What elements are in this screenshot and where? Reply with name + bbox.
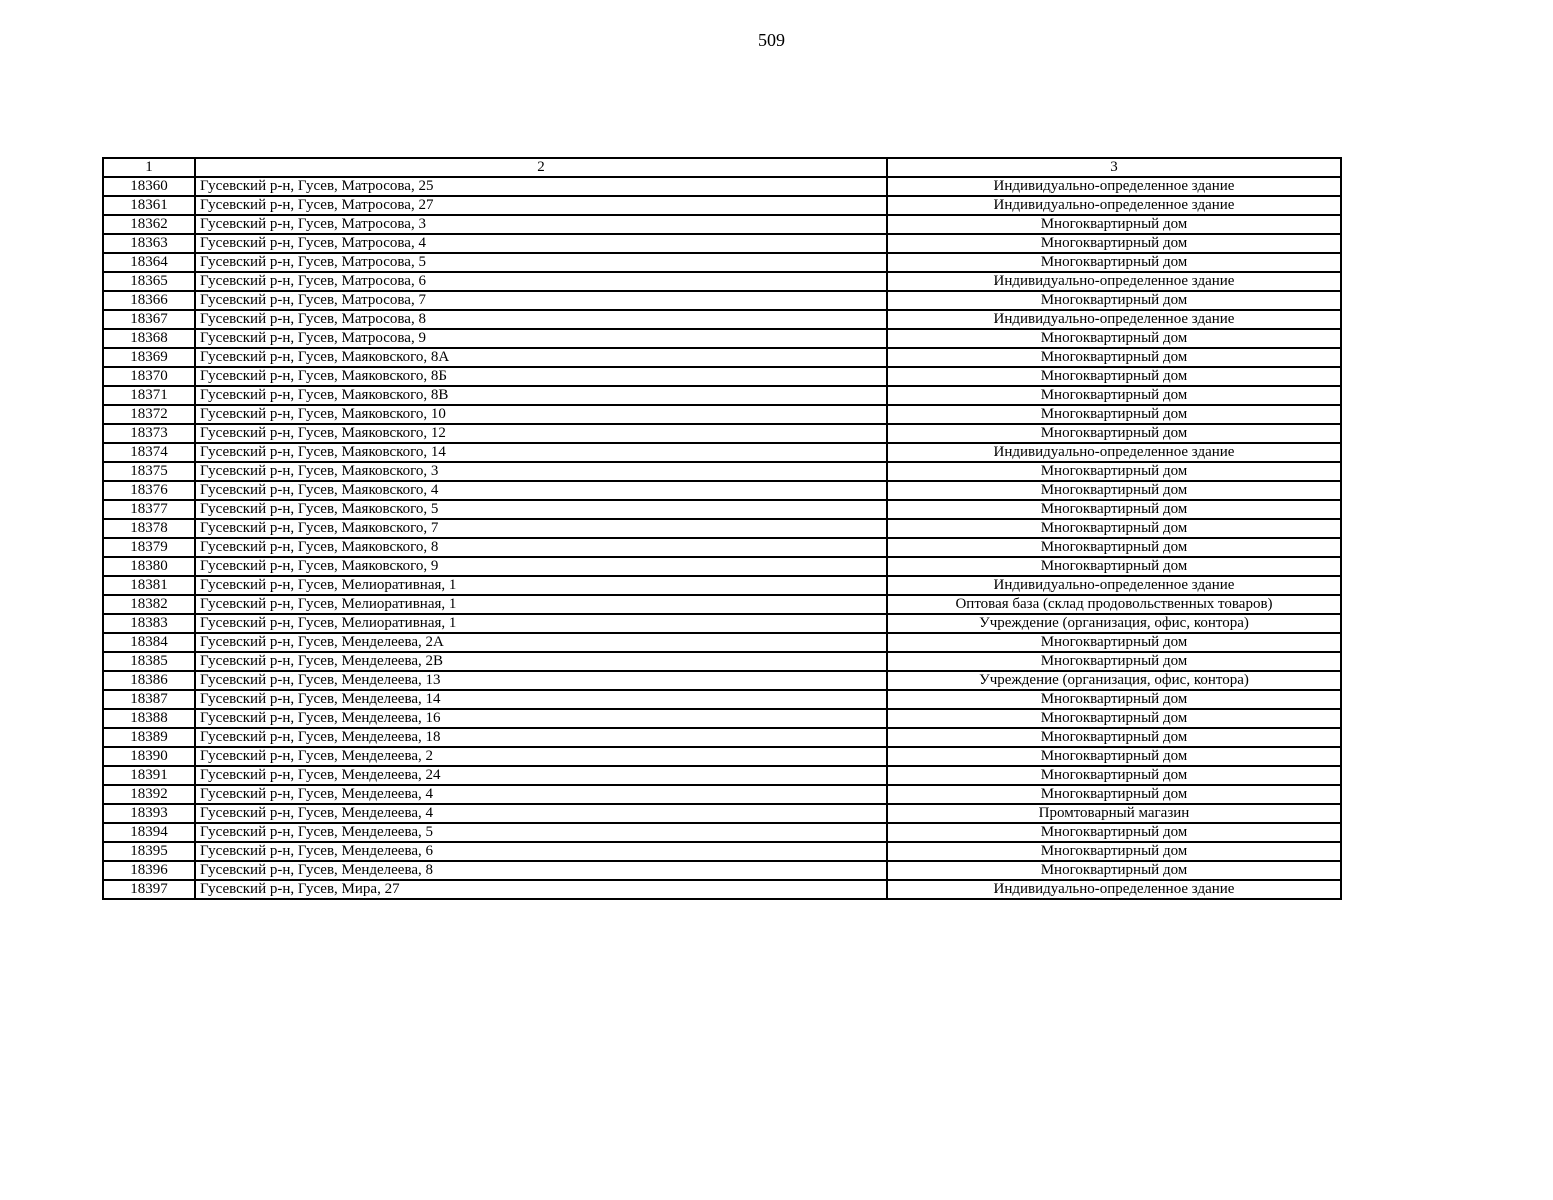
row-object-type: Многоквартирный дом	[887, 253, 1341, 272]
column-header-type: 3	[887, 158, 1341, 177]
row-number: 18377	[103, 500, 195, 519]
row-object-type: Многоквартирный дом	[887, 481, 1341, 500]
table-row	[103, 652, 1341, 671]
row-number: 18361	[103, 196, 195, 215]
row-address: Гусевский р-н, Гусев, Маяковского, 8В	[195, 386, 887, 405]
row-number: 18365	[103, 272, 195, 291]
row-number: 18381	[103, 576, 195, 595]
table-row	[103, 500, 1341, 519]
page-number: 509	[758, 30, 785, 50]
table-row	[103, 253, 1341, 272]
row-number: 18378	[103, 519, 195, 538]
table-row	[103, 386, 1341, 405]
row-address: Гусевский р-н, Гусев, Матросова, 5	[195, 253, 887, 272]
row-object-type: Многоквартирный дом	[887, 519, 1341, 538]
row-number: 18382	[103, 595, 195, 614]
row-number: 18368	[103, 329, 195, 348]
row-address: Гусевский р-н, Гусев, Менделеева, 2	[195, 747, 887, 766]
table-header-row	[103, 158, 1341, 177]
row-object-type: Многоквартирный дом	[887, 690, 1341, 709]
row-object-type: Многоквартирный дом	[887, 652, 1341, 671]
row-object-type: Промтоварный магазин	[887, 804, 1341, 823]
row-number: 18389	[103, 728, 195, 747]
row-address: Гусевский р-н, Гусев, Маяковского, 12	[195, 424, 887, 443]
table-row	[103, 481, 1341, 500]
row-number: 18384	[103, 633, 195, 652]
table-row	[103, 823, 1341, 842]
table-row	[103, 310, 1341, 329]
table-row	[103, 462, 1341, 481]
row-object-type: Индивидуально-определенное здание	[887, 177, 1341, 196]
row-address: Гусевский р-н, Гусев, Маяковского, 14	[195, 443, 887, 462]
row-address: Гусевский р-н, Гусев, Маяковского, 8А	[195, 348, 887, 367]
row-number: 18370	[103, 367, 195, 386]
table-body	[103, 158, 1341, 899]
row-object-type: Индивидуально-определенное здание	[887, 310, 1341, 329]
row-address: Гусевский р-н, Гусев, Менделеева, 5	[195, 823, 887, 842]
row-object-type: Многоквартирный дом	[887, 500, 1341, 519]
row-object-type: Индивидуально-определенное здание	[887, 576, 1341, 595]
row-object-type: Многоквартирный дом	[887, 747, 1341, 766]
row-address: Гусевский р-н, Гусев, Менделеева, 4	[195, 804, 887, 823]
table-row	[103, 367, 1341, 386]
row-number: 18372	[103, 405, 195, 424]
table-row	[103, 234, 1341, 253]
row-number: 18363	[103, 234, 195, 253]
row-object-type: Индивидуально-определенное здание	[887, 880, 1341, 899]
row-address: Гусевский р-н, Гусев, Менделеева, 2В	[195, 652, 887, 671]
row-number: 18360	[103, 177, 195, 196]
row-number: 18393	[103, 804, 195, 823]
row-object-type: Многоквартирный дом	[887, 348, 1341, 367]
table-row	[103, 557, 1341, 576]
row-number: 18391	[103, 766, 195, 785]
row-address: Гусевский р-н, Гусев, Матросова, 8	[195, 310, 887, 329]
table-row	[103, 709, 1341, 728]
table-row	[103, 348, 1341, 367]
table-row	[103, 880, 1341, 899]
row-object-type: Оптовая база (склад продовольственных товаров)	[887, 595, 1341, 614]
row-address: Гусевский р-н, Гусев, Менделеева, 16	[195, 709, 887, 728]
row-object-type: Учреждение (организация, офис, контора)	[887, 671, 1341, 690]
row-object-type: Многоквартирный дом	[887, 861, 1341, 880]
row-object-type: Многоквартирный дом	[887, 367, 1341, 386]
table-row	[103, 766, 1341, 785]
row-address: Гусевский р-н, Гусев, Менделеева, 13	[195, 671, 887, 690]
row-address: Гусевский р-н, Гусев, Мира, 27	[195, 880, 887, 899]
row-number: 18369	[103, 348, 195, 367]
row-number: 18385	[103, 652, 195, 671]
row-object-type: Индивидуально-определенное здание	[887, 443, 1341, 462]
registry-table	[102, 157, 1342, 900]
row-number: 18395	[103, 842, 195, 861]
row-object-type: Многоквартирный дом	[887, 557, 1341, 576]
row-address: Гусевский р-н, Гусев, Мелиоративная, 1	[195, 595, 887, 614]
row-address: Гусевский р-н, Гусев, Маяковского, 9	[195, 557, 887, 576]
row-address: Гусевский р-н, Гусев, Менделеева, 24	[195, 766, 887, 785]
table-row	[103, 576, 1341, 595]
row-number: 18374	[103, 443, 195, 462]
row-number: 18362	[103, 215, 195, 234]
row-object-type: Многоквартирный дом	[887, 386, 1341, 405]
table-row	[103, 177, 1341, 196]
row-number: 18380	[103, 557, 195, 576]
row-address: Гусевский р-н, Гусев, Менделеева, 4	[195, 785, 887, 804]
row-address: Гусевский р-н, Гусев, Мелиоративная, 1	[195, 576, 887, 595]
row-address: Гусевский р-н, Гусев, Менделеева, 18	[195, 728, 887, 747]
table-row	[103, 804, 1341, 823]
row-number: 18376	[103, 481, 195, 500]
row-address: Гусевский р-н, Гусев, Матросова, 9	[195, 329, 887, 348]
row-object-type: Многоквартирный дом	[887, 405, 1341, 424]
row-object-type: Многоквартирный дом	[887, 291, 1341, 310]
row-number: 18383	[103, 614, 195, 633]
row-address: Гусевский р-н, Гусев, Менделеева, 8	[195, 861, 887, 880]
row-object-type: Индивидуально-определенное здание	[887, 272, 1341, 291]
row-number: 18397	[103, 880, 195, 899]
row-object-type: Многоквартирный дом	[887, 462, 1341, 481]
row-object-type: Многоквартирный дом	[887, 234, 1341, 253]
row-object-type: Многоквартирный дом	[887, 424, 1341, 443]
row-object-type: Многоквартирный дом	[887, 766, 1341, 785]
row-number: 18388	[103, 709, 195, 728]
table-row	[103, 519, 1341, 538]
row-address: Гусевский р-н, Гусев, Менделеева, 6	[195, 842, 887, 861]
table-row	[103, 728, 1341, 747]
row-number: 18386	[103, 671, 195, 690]
table-row	[103, 861, 1341, 880]
column-header-address: 2	[195, 158, 887, 177]
table-row	[103, 291, 1341, 310]
table-row	[103, 595, 1341, 614]
table-row	[103, 671, 1341, 690]
table-row	[103, 329, 1341, 348]
table-row	[103, 614, 1341, 633]
row-object-type: Учреждение (организация, офис, контора)	[887, 614, 1341, 633]
row-number: 18396	[103, 861, 195, 880]
row-number: 18390	[103, 747, 195, 766]
row-number: 18367	[103, 310, 195, 329]
row-address: Гусевский р-н, Гусев, Маяковского, 8Б	[195, 367, 887, 386]
row-object-type: Многоквартирный дом	[887, 823, 1341, 842]
row-address: Гусевский р-н, Гусев, Матросова, 27	[195, 196, 887, 215]
row-number: 18366	[103, 291, 195, 310]
row-object-type: Многоквартирный дом	[887, 728, 1341, 747]
row-number: 18375	[103, 462, 195, 481]
row-object-type: Индивидуально-определенное здание	[887, 196, 1341, 215]
row-number: 18371	[103, 386, 195, 405]
row-number: 18379	[103, 538, 195, 557]
row-address: Гусевский р-н, Гусев, Мелиоративная, 1	[195, 614, 887, 633]
row-address: Гусевский р-н, Гусев, Маяковского, 4	[195, 481, 887, 500]
table-row	[103, 633, 1341, 652]
row-object-type: Многоквартирный дом	[887, 329, 1341, 348]
table-row	[103, 538, 1341, 557]
row-address: Гусевский р-н, Гусев, Матросова, 3	[195, 215, 887, 234]
row-address: Гусевский р-н, Гусев, Маяковского, 5	[195, 500, 887, 519]
row-address: Гусевский р-н, Гусев, Маяковского, 3	[195, 462, 887, 481]
table-row	[103, 690, 1341, 709]
row-number: 18373	[103, 424, 195, 443]
row-object-type: Многоквартирный дом	[887, 709, 1341, 728]
table-row	[103, 215, 1341, 234]
row-object-type: Многоквартирный дом	[887, 842, 1341, 861]
row-address: Гусевский р-н, Гусев, Маяковского, 8	[195, 538, 887, 557]
row-address: Гусевский р-н, Гусев, Маяковского, 10	[195, 405, 887, 424]
row-address: Гусевский р-н, Гусев, Менделеева, 2А	[195, 633, 887, 652]
table-row	[103, 785, 1341, 804]
row-address: Гусевский р-н, Гусев, Матросова, 4	[195, 234, 887, 253]
row-number: 18392	[103, 785, 195, 804]
row-object-type: Многоквартирный дом	[887, 215, 1341, 234]
table-row	[103, 443, 1341, 462]
table-row	[103, 842, 1341, 861]
row-number: 18394	[103, 823, 195, 842]
table-row	[103, 196, 1341, 215]
row-object-type: Многоквартирный дом	[887, 633, 1341, 652]
table-row	[103, 747, 1341, 766]
row-address: Гусевский р-н, Гусев, Матросова, 25	[195, 177, 887, 196]
row-address: Гусевский р-н, Гусев, Матросова, 6	[195, 272, 887, 291]
row-object-type: Многоквартирный дом	[887, 785, 1341, 804]
row-number: 18387	[103, 690, 195, 709]
row-address: Гусевский р-н, Гусев, Матросова, 7	[195, 291, 887, 310]
row-address: Гусевский р-н, Гусев, Менделеева, 14	[195, 690, 887, 709]
row-number: 18364	[103, 253, 195, 272]
table-row	[103, 424, 1341, 443]
row-address: Гусевский р-н, Гусев, Маяковского, 7	[195, 519, 887, 538]
table-row	[103, 272, 1341, 291]
row-object-type: Многоквартирный дом	[887, 538, 1341, 557]
column-header-number: 1	[103, 158, 195, 177]
table-row	[103, 405, 1341, 424]
